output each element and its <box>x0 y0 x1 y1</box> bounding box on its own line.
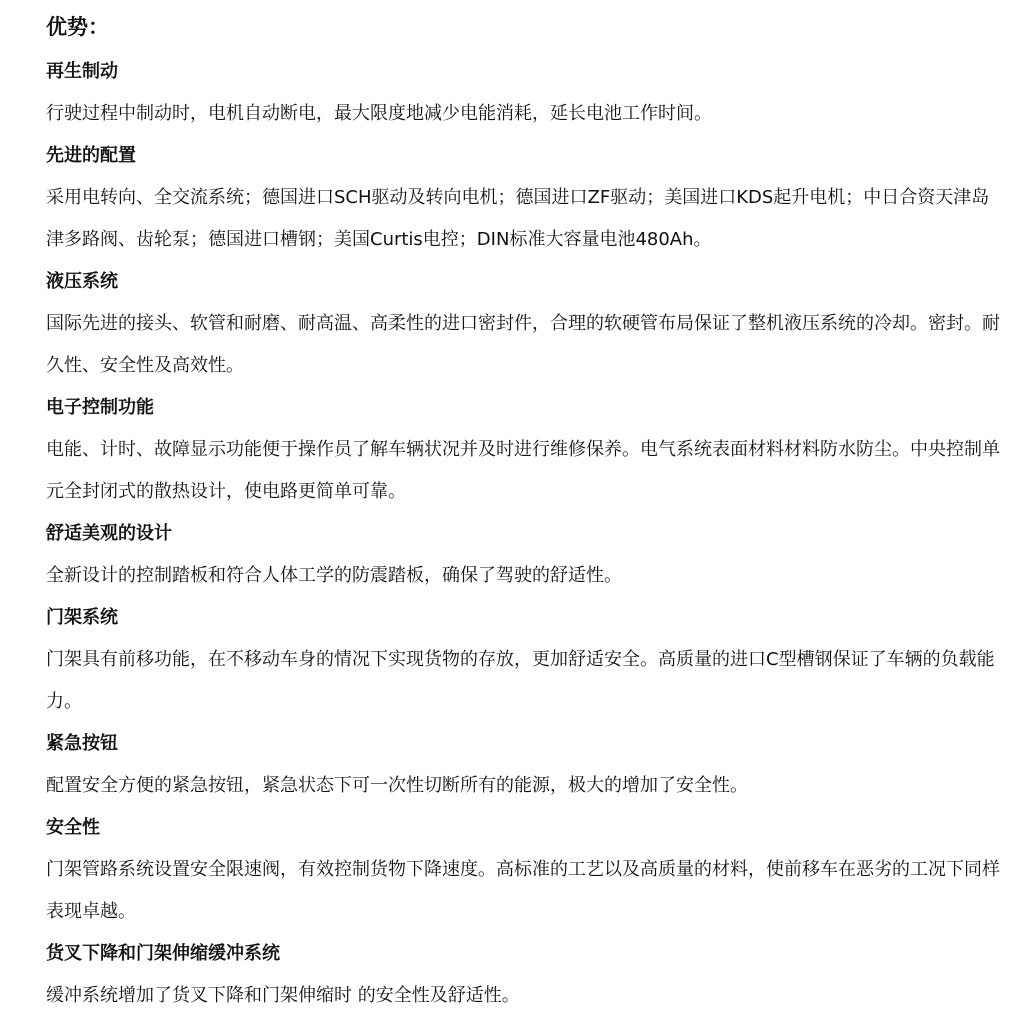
section-heading: 紧急按钮 <box>46 733 118 754</box>
section-body: 配置安全方便的紧急按钮，紧急状态下可一次性切断所有的能源，极大的增加了安全性。 <box>46 775 748 796</box>
section-heading: 先进的配置 <box>46 145 136 166</box>
section-body: 全新设计的控制踏板和符合人体工学的防震踏板，确保了驾驶的舒适性。 <box>46 565 622 586</box>
section-body: 缓冲系统增加了货叉下降和门架伸缩时 的安全性及舒适性。 <box>46 985 520 1006</box>
section-body: 门架具有前移功能，在不移动车身的情况下实现货物的存放，更加舒适安全。高质量的进口C型槽钢保证了车辆的负载能力。 <box>46 649 995 712</box>
section-heading: 安全性 <box>46 817 100 838</box>
section-emergency-button <box>46 723 1006 807</box>
section-body: 行驶过程中制动时，电机自动断电，最大限度地减少电能消耗，延长电池工作时间。 <box>46 103 712 124</box>
section-safety <box>46 807 1006 933</box>
document <box>46 0 1006 1017</box>
section-heading: 液压系统 <box>46 271 118 292</box>
section-body: 采用电转向、全交流系统；德国进口SCH驱动及转向电机；德国进口ZF驱动；美国进口KDS起升电机；中日合资天津岛津多路阀、齿轮泵；德国进口槽钢；美国Curtis电控；DIN标准大容量电池480Ah。 <box>46 187 990 250</box>
section-heading: 门架系统 <box>46 607 118 628</box>
section-body: 门架管路系统设置安全限速阀，有效控制货物下降速度。高标准的工艺以及高质量的材料，使前移车在恶劣的工况下同样表现卓越。 <box>46 859 1000 922</box>
section-electronic-control <box>46 387 1006 513</box>
section-mast-system <box>46 597 1006 723</box>
section-hydraulic-system <box>46 261 1006 387</box>
section-cushion-system <box>46 933 1006 1017</box>
section-heading: 舒适美观的设计 <box>46 523 172 544</box>
section-heading: 电子控制功能 <box>46 397 154 418</box>
section-body: 电能、计时、故障显示功能便于操作员了解车辆状况并及时进行维修保养。电气系统表面材料材料防水防尘。中央控制单元全封闭式的散热设计，使电路更简单可靠。 <box>46 439 1000 502</box>
section-heading: 货叉下降和门架伸缩缓冲系统 <box>46 943 280 964</box>
section-comfortable-design <box>46 513 1006 597</box>
section-regenerative-braking <box>46 51 1006 135</box>
section-advanced-configuration <box>46 135 1006 261</box>
section-body: 国际先进的接头、软管和耐磨、耐高温、高柔性的进口密封件，合理的软硬管布局保证了整机液压系统的冷却。密封。耐久性、安全性及高效性。 <box>46 313 1000 376</box>
page-title: 优势： <box>46 15 109 39</box>
section-heading: 再生制动 <box>46 61 118 82</box>
